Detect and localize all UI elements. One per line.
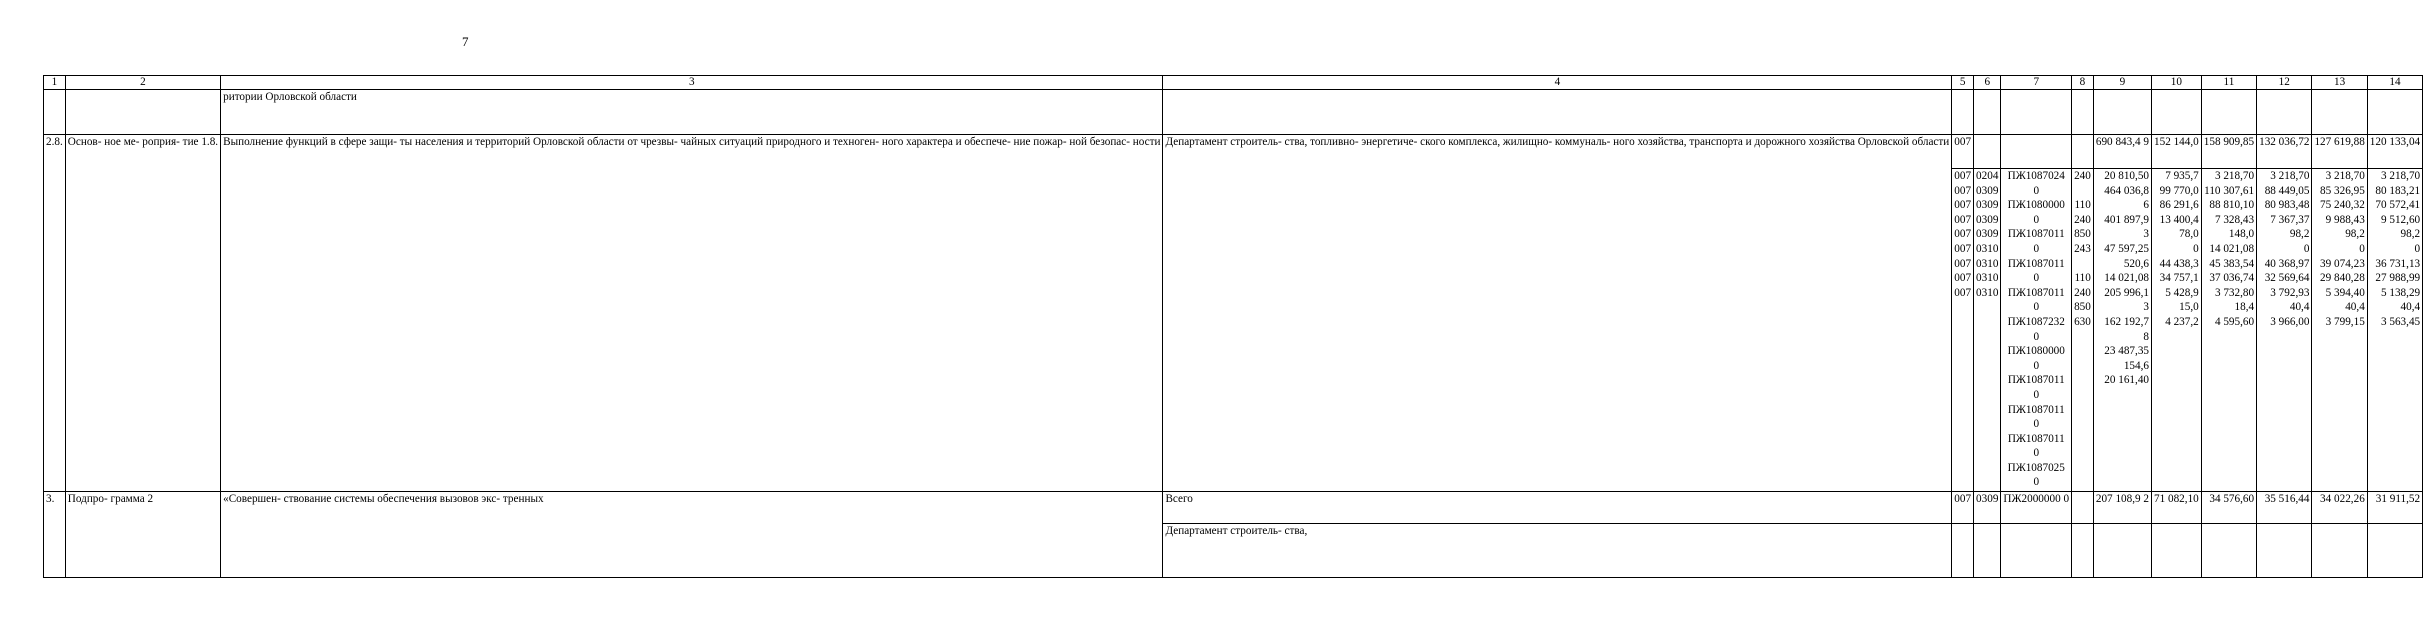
cell-value: ПЖ1087011 — [2007, 257, 2065, 270]
cell-value: 4 237,2 — [2165, 315, 2199, 328]
header-cell: 7 — [2001, 76, 2072, 90]
cell-value: 240 — [2074, 286, 2091, 299]
cell-value: ПЖ1087011 — [2007, 432, 2065, 445]
amount-list — [2367, 169, 2422, 492]
cell-value: 5 394,40 — [2325, 286, 2365, 299]
cell-value: 20 161,40 — [2104, 374, 2149, 387]
description-cell: ритории Орловской области — [221, 90, 1163, 135]
cell-value: 3 563,45 — [2380, 315, 2421, 328]
cell-value: 6 — [2143, 199, 2149, 212]
row-number: 2.8. — [44, 135, 66, 492]
grbs-cell: 007 — [1952, 492, 1974, 524]
cell-value: 0 — [2033, 242, 2040, 255]
cell-value: ПЖ1087011 — [2007, 374, 2065, 387]
cell-value: 205 996,1 — [2104, 286, 2149, 299]
amount-cell: 35 516,44 — [2257, 492, 2312, 524]
cell-value: 39 074,23 — [2320, 257, 2365, 270]
cell-value: 007 — [1954, 213, 1972, 226]
cell-value — [2074, 257, 2091, 272]
cell-value: 148,0 — [2228, 228, 2255, 241]
amount-cell: 127 619,88 — [2312, 135, 2367, 169]
header-cell: 9 — [2093, 76, 2151, 90]
cell-value — [2074, 184, 2091, 199]
cell-value: 0 — [2033, 388, 2040, 401]
cell-value: ПЖ1080000 — [2007, 199, 2065, 212]
cell-value: 0 — [2033, 359, 2040, 372]
header-row — [44, 76, 2423, 90]
cell-value: 7 367,37 — [2270, 213, 2310, 226]
cell-value: 34 757,1 — [2159, 272, 2199, 285]
executor-cell: Департамент строитель- ства, топливно- энергетиче- ского комплекса, жилищно- коммуналь- ного хозяйства, транспорта и дорожного хозяйства Орловской области — [1163, 135, 1952, 492]
table-row — [44, 135, 2423, 169]
cell-value: 15,0 — [2179, 301, 2199, 314]
cell-value: 110 — [2074, 272, 2091, 285]
cell-value: 0309 — [1976, 228, 1999, 241]
cell-value: 29 840,28 — [2320, 272, 2365, 285]
cell-value: 243 — [2074, 242, 2091, 255]
cell-value: 88 810,10 — [2209, 199, 2255, 212]
cell-value: 40,4 — [2345, 301, 2365, 314]
header-cell: 10 — [2152, 76, 2202, 90]
cell-value: 0309 — [1976, 213, 1999, 226]
cell-value: 23 487,35 — [2104, 345, 2149, 358]
amount-cell: 31 911,52 — [2367, 492, 2422, 524]
cell-value: 0 — [2033, 272, 2040, 285]
cell-value: ПЖ1087024 — [2007, 170, 2065, 182]
cell-value: 9 512,60 — [2380, 213, 2421, 226]
header-cell: 12 — [2257, 76, 2312, 90]
target-article-list — [2001, 169, 2072, 492]
section-cell: 0309 — [1974, 492, 2001, 524]
cell-value: 98,2 — [2400, 228, 2421, 241]
cell-value: 3 — [2143, 228, 2149, 241]
cell-value: 110 — [2074, 199, 2091, 212]
cell-value: 37 036,74 — [2209, 272, 2255, 285]
header-cell: 8 — [2072, 76, 2094, 90]
cell-value: 007 — [1954, 257, 1972, 270]
cell-value: 5 138,29 — [2380, 286, 2421, 299]
cell-value: 0 — [2033, 184, 2040, 197]
cell-value: 8 — [2143, 330, 2149, 343]
cell-value: 0309 — [1976, 184, 1999, 197]
cell-value: 5 428,9 — [2165, 286, 2199, 299]
cell-value: 850 — [2074, 228, 2091, 241]
program-cell: Подпро- грамма 2 — [65, 492, 220, 578]
header-cell: 13 — [2312, 76, 2367, 90]
continuation-row — [44, 90, 2423, 135]
cell-value: 99 770,0 — [2159, 184, 2199, 197]
header-cell: 4 — [1163, 76, 1952, 90]
cell-value: 47 597,25 — [2104, 242, 2149, 255]
cell-value: 154,6 — [2123, 359, 2149, 372]
amount-cell: 34 576,60 — [2201, 492, 2256, 524]
header-cell: 3 — [221, 76, 1163, 90]
cell-value: 44 438,3 — [2159, 257, 2199, 270]
row-number: 3. — [44, 492, 66, 578]
cell-value: 0 — [2414, 242, 2421, 255]
cell-value: 80 983,48 — [2264, 199, 2310, 212]
cell-value: 0 — [2033, 301, 2040, 314]
grbs-list — [1952, 169, 1974, 492]
amount-list — [2312, 169, 2367, 492]
cell-value: 0309 — [1976, 199, 1999, 212]
amount-list — [2093, 169, 2151, 492]
cell-value: 007 — [1954, 272, 1972, 285]
cell-value: 7 328,43 — [2214, 213, 2255, 226]
section-list — [1974, 169, 2001, 492]
cell-value: 14 021,08 — [2209, 242, 2255, 255]
cell-value: 0204 — [1976, 170, 1999, 182]
cell-value: 850 — [2074, 301, 2091, 314]
header-cell: 1 — [44, 76, 66, 90]
cell-value: 0310 — [1976, 242, 1999, 255]
cell-value: 20 810,50 — [2104, 170, 2149, 182]
cell-value: 40 368,97 — [2264, 257, 2310, 270]
cell-value: 18,4 — [2234, 301, 2255, 314]
description-cell: «Совершен- ствование системы обеспечения вызовов экс- тренных — [221, 492, 1163, 578]
cell-value: 3 218,70 — [2214, 170, 2255, 182]
cell-value: 36 731,13 — [2375, 257, 2421, 270]
expense-type-list — [2072, 169, 2094, 492]
cell-value: 3 218,70 — [2325, 170, 2365, 182]
cell-value: 3 218,70 — [2270, 170, 2310, 182]
cell-value: 75 240,32 — [2320, 199, 2365, 212]
executor-cell: Всего — [1163, 492, 1952, 524]
grbs-cell: 007 — [1952, 135, 1974, 169]
cell-value: 007 — [1954, 170, 1972, 182]
cell-value: 70 572,41 — [2375, 199, 2421, 212]
cell-value: 0310 — [1976, 286, 1999, 299]
cell-value: 401 897,9 — [2104, 213, 2149, 226]
cell-value: 14 021,08 — [2104, 272, 2149, 285]
cell-value: 86 291,6 — [2159, 199, 2199, 212]
cell-value: 0 — [2033, 447, 2040, 460]
header-cell: 6 — [1974, 76, 2001, 90]
cell-value: 007 — [1954, 286, 1972, 299]
header-cell: 2 — [65, 76, 220, 90]
cell-value: 98,2 — [2345, 228, 2365, 241]
cell-value: 0 — [2193, 242, 2199, 255]
amount-cell: 207 108,9 2 — [2093, 492, 2151, 524]
cell-value: 13 400,4 — [2159, 213, 2199, 226]
cell-value: 0 — [2033, 418, 2040, 431]
budget-table — [43, 75, 2423, 578]
amount-list — [2257, 169, 2312, 492]
cell-value: 3 732,80 — [2214, 286, 2255, 299]
cell-value: 240 — [2074, 213, 2091, 226]
cell-value: 0 — [2033, 476, 2040, 489]
cell-value: 520,6 — [2123, 257, 2149, 270]
header-cell: 14 — [2367, 76, 2422, 90]
cell-value: 0310 — [1976, 272, 1999, 285]
cell-value: 88 449,05 — [2264, 184, 2310, 197]
header-cell: 11 — [2201, 76, 2256, 90]
cell-value: 45 383,54 — [2209, 257, 2255, 270]
cell-value: 007 — [1954, 242, 1972, 255]
cell-value: 240 — [2074, 170, 2091, 182]
cell-value: 0310 — [1976, 257, 1999, 270]
cell-value: 3 799,15 — [2325, 315, 2365, 328]
page-number: 7 — [462, 34, 469, 49]
cell-value: 0 — [2033, 330, 2040, 343]
cell-value: 3 218,70 — [2380, 170, 2421, 182]
cell-value: ПЖ1087232 — [2007, 315, 2065, 328]
cell-value: ПЖ1087011 — [2007, 228, 2065, 241]
amount-cell: 120 133,04 — [2367, 135, 2422, 169]
cell-value: 464 036,8 — [2104, 184, 2149, 197]
cell-value: 162 192,7 — [2104, 315, 2149, 328]
cell-value: 7 935,7 — [2165, 170, 2199, 182]
cell-value: 98,2 — [2289, 228, 2310, 241]
cell-value: 32 569,64 — [2264, 272, 2310, 285]
cell-value: 3 792,93 — [2270, 286, 2310, 299]
cell-value: 630 — [2074, 315, 2091, 328]
amount-cell: 34 022,26 — [2312, 492, 2367, 524]
cell-value: 007 — [1954, 199, 1972, 212]
amount-cell: 152 144,0 — [2152, 135, 2202, 169]
cell-value: 0 — [2359, 242, 2365, 255]
cell-value: 85 326,95 — [2320, 184, 2365, 197]
amount-list — [2201, 169, 2256, 492]
cell-value: 110 307,61 — [2204, 184, 2255, 197]
amount-list — [2152, 169, 2202, 492]
description-cell: Выполнение функций в сфере защи- ты населения и территорий Орловской области от чрезвы- чайных ситуаций природного и техноген- ного характера и обеспече- ние пожар- ной безопас- ности — [221, 135, 1163, 492]
amount-cell: 132 036,72 — [2257, 135, 2312, 169]
cell-value: 007 — [1954, 184, 1972, 197]
cell-value: 9 988,43 — [2325, 213, 2365, 226]
cell-value: 4 595,60 — [2214, 315, 2255, 328]
executor-cell: Департамент строитель- ства, — [1163, 524, 1952, 578]
amount-cell: 158 909,85 — [2201, 135, 2256, 169]
cell-value: 3 966,00 — [2270, 315, 2310, 328]
table-row — [44, 492, 2423, 524]
target-article-cell: ПЖ2000000 0 — [2001, 492, 2072, 524]
cell-value: 40,4 — [2289, 301, 2310, 314]
cell-value: 78,0 — [2179, 228, 2199, 241]
cell-value: 0 — [2303, 242, 2310, 255]
cell-value: 80 183,21 — [2375, 184, 2421, 197]
cell-value: ПЖ1087011 — [2007, 286, 2065, 299]
header-cell: 5 — [1952, 76, 1974, 90]
cell-value: ПЖ1087025 — [2007, 461, 2065, 474]
cell-value: 40,4 — [2400, 301, 2421, 314]
amount-cell: 71 082,10 — [2152, 492, 2202, 524]
cell-value: 27 988,99 — [2375, 272, 2421, 285]
program-cell: Основ- ное ме- роприя- тие 1.8. — [65, 135, 220, 492]
amount-cell: 690 843,4 9 — [2093, 135, 2151, 169]
cell-value: ПЖ1087011 — [2007, 403, 2065, 416]
cell-value: ПЖ1080000 — [2007, 345, 2065, 358]
cell-value: 007 — [1954, 228, 1972, 241]
cell-value: 0 — [2033, 213, 2040, 226]
cell-value: 3 — [2143, 301, 2149, 314]
